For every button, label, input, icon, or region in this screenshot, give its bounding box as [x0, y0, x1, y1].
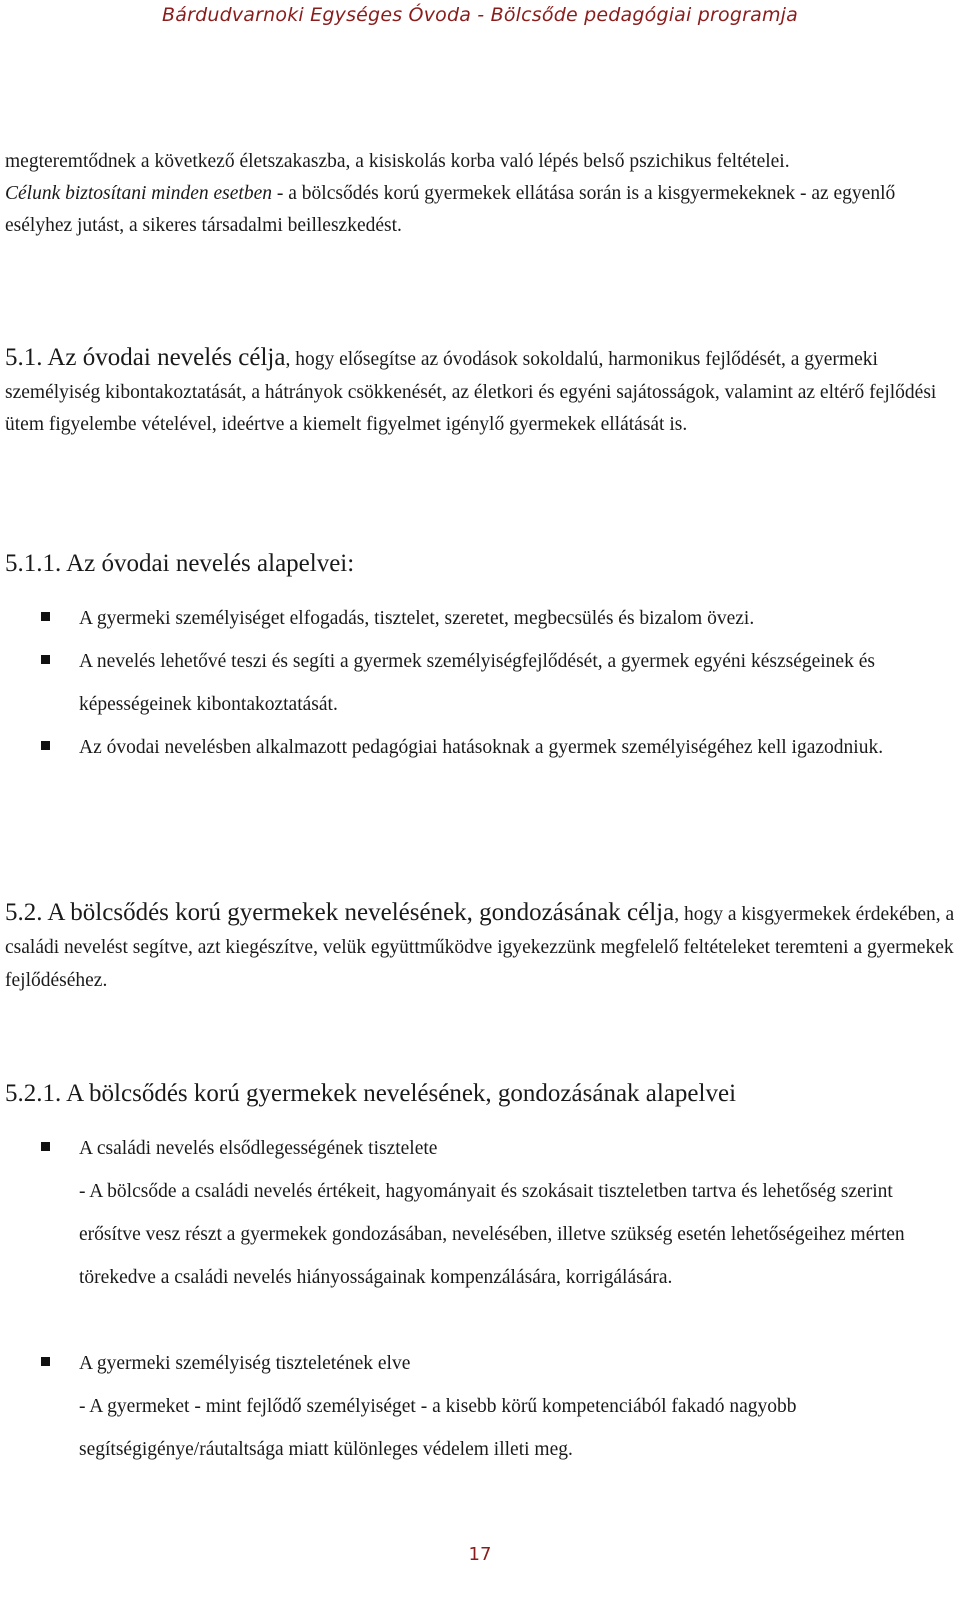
section-5-2-text: , hogy a kisgyermekek érdekében, a családi nevelést segítve, azt kiegészítve, velük együttműködve igyekezzünk megfelelő feltételeket teremteni a gyermekek fejlődéséhez.: [5, 904, 955, 991]
section-5-1-text: , hogy elősegítse az óvodások sokoldalú, harmonikus fejlődését, a gyermeki személyiség kibontakoztatását, a hátrányok csökkenését, az életkori és egyéni sajátosságok, valamint az eltérő fejlődési ütem figyelembe vételével, ideértve a kiemelt figyelmet igénylő gyermekek ellátását is.: [5, 349, 937, 435]
page-number: 17: [468, 1544, 492, 1565]
square-bullet-icon: [41, 741, 50, 750]
square-bullet-icon: [41, 1357, 50, 1366]
intro-rest: - a bölcsődés korú gyermekek ellátása során is a kisgyermekeknek - az egyenlő esélyhez jutást, a sikeres társadalmi beilleszkedést.: [5, 183, 896, 236]
list-item-title: A családi nevelés elsődlegességének tisztelete: [79, 1138, 438, 1159]
list-item-text: A gyermeki személyiséget elfogadás, tisztelet, szeretet, megbecsülés és bizalom övezi.: [79, 608, 755, 629]
square-bullet-icon: [41, 1142, 50, 1151]
list-item: [5, 640, 955, 726]
list-item: [5, 1342, 955, 1471]
section-5-2-1-heading: 5.2.1. A bölcsődés korú gyermekek nevelésének, gondozásának alapelvei: [5, 1080, 737, 1107]
paragraph-nursery-goal: [5, 896, 955, 997]
section-5-2-heading: 5.2. A bölcsődés korú gyermekek nevelésének, gondozásának célja: [5, 899, 675, 926]
square-bullet-icon: [41, 655, 50, 664]
list-item-title: A gyermeki személyiség tiszteletének elve: [79, 1353, 411, 1374]
list-item: [5, 597, 955, 640]
square-bullet-icon: [41, 612, 50, 621]
paragraph-kindergarten-goal: [5, 342, 955, 442]
nursery-principles-list: [5, 1127, 955, 1471]
kindergarten-principles-list: [5, 597, 955, 769]
list-item: [5, 726, 955, 769]
list-item-text: - A bölcsőde a családi nevelés értékeit, hagyományait és szokásait tiszteletben tartva és lehetőség szerint erősítve vesz részt a gyermekek gondozásában, nevelésében, illetve szükség esetén lehetőségeihez mérten törekedve a családi nevelés hiányosságainak kompenzálására, korrigálására.: [79, 1181, 905, 1288]
intro-italic: Célunk biztosítani minden esetben: [5, 183, 273, 204]
page-header: Bárdudvarnoki Egységes Óvoda - Bölcsőde pedagógiai programja: [162, 4, 798, 26]
section-5-1-1-heading: 5.1.1. Az óvodai nevelés alapelvei:: [5, 550, 355, 577]
paragraph-intro: [5, 146, 955, 242]
section-5-1-heading: 5.1. Az óvodai nevelés célja: [5, 344, 286, 371]
list-item-text: - A gyermeket - mint fejlődő személyiséget - a kisebb körű kompetenciából fakadó nagyobb segítségigénye/ráutaltsága miatt különleges védelem illeti meg.: [79, 1396, 797, 1460]
list-item: [5, 1127, 955, 1299]
list-item-text: A nevelés lehetővé teszi és segíti a gyermek személyiségfejlődését, a gyermek egyéni készségeinek és képességeinek kibontakoztatását.: [79, 651, 875, 715]
intro-line: megteremtődnek a következő életszakaszba, a kisiskolás korba való lépés belső pszichikus feltételei.: [5, 151, 790, 172]
list-item-text: Az óvodai nevelésben alkalmazott pedagógiai hatásoknak a gyermek személyiségéhez kell igazodniuk.: [79, 737, 884, 758]
